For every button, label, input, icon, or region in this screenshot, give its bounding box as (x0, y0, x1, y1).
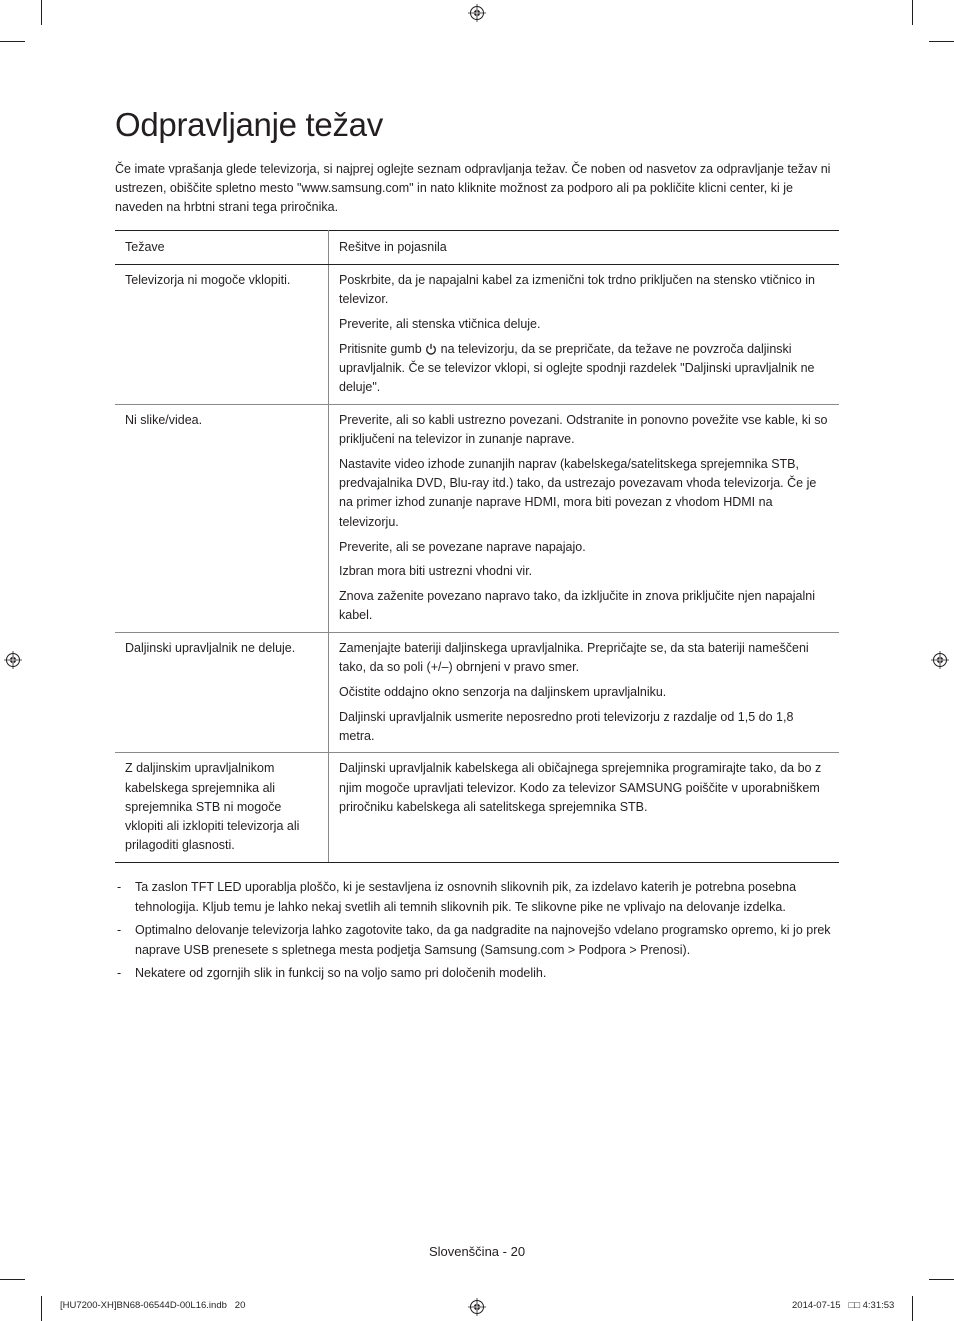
page-title: Odpravljanje težav (115, 106, 383, 143)
crop-mark (41, 1296, 42, 1321)
notes-list (115, 877, 840, 986)
table-row (115, 753, 839, 862)
note-item: - Nekatere od zgornjih slik in funkcij so na voljo samo pri določenih modelih. (115, 963, 840, 983)
table-row (115, 632, 839, 752)
table-row (115, 404, 839, 632)
header-problem: Težave (115, 231, 329, 265)
solution-item: Znova zaženite povezano napravo tako, da izključite in znova priključite njen napajalni kabel. (339, 589, 815, 623)
page-footer: Slovenščina - 20 (428, 1244, 526, 1259)
solution-item: Poskrbite, da je napajalni kabel za izmenični tok trdno priključen na stensko vtičnico in televizor. (339, 273, 815, 307)
solution-item: Preverite, ali se povezane naprave napajajo. (339, 539, 586, 554)
solution-item: Daljinski upravljalnik kabelskega ali običajnega sprejemnika programirajte tako, da bo z njim mogoče upravljati televizor. Kodo za televizor SAMSUNG poiščite v uporabniškem priročniku kabelskega ali satelitskega sprejemnika STB. (339, 761, 822, 814)
table-header-row (115, 231, 839, 265)
problem-cell: Daljinski upravljalnik ne deluje. (115, 632, 329, 752)
solution-item: Preverite, ali stenska vtičnica deluje. (339, 317, 541, 332)
solution-item: Zamenjajte bateriji daljinskega upravljalnika. Prepričajte se, da sta bateriji nameščeni tako, da so poli (+/–) obrnjeni v pravo smer. (339, 640, 809, 675)
solution-cell (329, 753, 840, 862)
solution-cell (329, 265, 840, 405)
crop-mark (0, 1279, 25, 1280)
print-slug-datetime: 2014-07-15 □□ 4:31:53 (792, 1300, 895, 1311)
registration-mark-icon (931, 651, 949, 669)
registration-mark-icon (4, 651, 22, 669)
crop-mark (929, 41, 954, 42)
header-solution: Rešitve in pojasnila (329, 231, 840, 265)
solution-text: na televizorju, da se prepričate, da težave ne povzroča daljinski upravljalnik. Če se televizor vklopi, si oglejte spodnji razdelek "Daljinski upravljalnik ne deluje". (339, 341, 815, 395)
solution-item (339, 340, 829, 398)
solution-item: Preverite, ali so kabli ustrezno povezani. Odstranite in ponovno povežite vse kable, ki so priključeni na televizor in zunanje naprave. (339, 412, 828, 447)
crop-mark (912, 1296, 913, 1321)
solution-text: Pritisnite gumb (339, 341, 422, 356)
crop-mark (929, 1279, 954, 1280)
registration-mark-icon (468, 1298, 486, 1316)
crop-mark (912, 0, 913, 25)
solution-item: Nastavite video izhode zunanjih naprav (kabelskega/satelitskega sprejemnika STB, predvajalnika DVD, Blu-ray itd.) tako, da ustrezajo povezavam vhoda televizorja. Če je na primer izhod zunanje naprave HDMI, mora biti povezan z vhodom HDMI na televizorju. (339, 456, 817, 529)
intro-paragraph: Če imate vprašanja glede televizorja, si najprej oglejte seznam odpravljanja težav. Če noben od nasvetov za odpravljanje težav ni ustrezen, obiščite spletno mesto "www.samsung.com" in nato kliknite možnost za podporo ali pa pokličite klicni center, ki je naveden na hrbtni strani tega priročnika. (115, 162, 831, 214)
note-item: - Optimalno delovanje televizorja lahko zagotovite tako, da ga nadgradite na najnovejšo vdelano programsko opremo, ki jo prek naprave USB prenesete s spletnega mesta podjetja Samsung (Samsung.com > Podpora > Prenosi). (115, 920, 840, 960)
crop-mark (41, 0, 42, 25)
power-icon (425, 343, 437, 355)
solution-item: Očistite oddajno okno senzorja na daljinskem upravljalniku. (339, 684, 667, 699)
note-item: - Ta zaslon TFT LED uporablja ploščo, ki je sestavljena iz osnovnih slikovnih pik, za izdelavo katerih je potrebna posebna tehnologija. Kljub temu je lahko nekaj svetlih ali temnih slikovnih pik. Te slikovne pike ne vplivajo na delovanje izdelka. (115, 877, 840, 917)
solution-cell (329, 404, 840, 632)
crop-mark (0, 41, 25, 42)
table-row (115, 265, 839, 405)
problem-cell: Televizorja ni mogoče vklopiti. (115, 265, 329, 405)
solution-item: Izbran mora biti ustrezni vhodni vir. (339, 564, 533, 579)
problem-cell: Z daljinskim upravljalnikom kabelskega sprejemnika ali sprejemnika STB ni mogoče vklopiti ali izklopiti televizorja ali prilagoditi glasnosti. (115, 753, 329, 862)
solution-item: Daljinski upravljalnik usmerite neposredno proti televizorju z razdalje od 1,5 do 1,8 metra. (339, 709, 794, 743)
solution-cell (329, 632, 840, 752)
problem-cell: Ni slike/videa. (115, 404, 329, 632)
troubleshooting-table (115, 230, 839, 863)
print-slug-file: [HU7200-XH]BN68-06544D-00L16.indb 20 (60, 1300, 246, 1311)
registration-mark-icon (468, 4, 486, 22)
